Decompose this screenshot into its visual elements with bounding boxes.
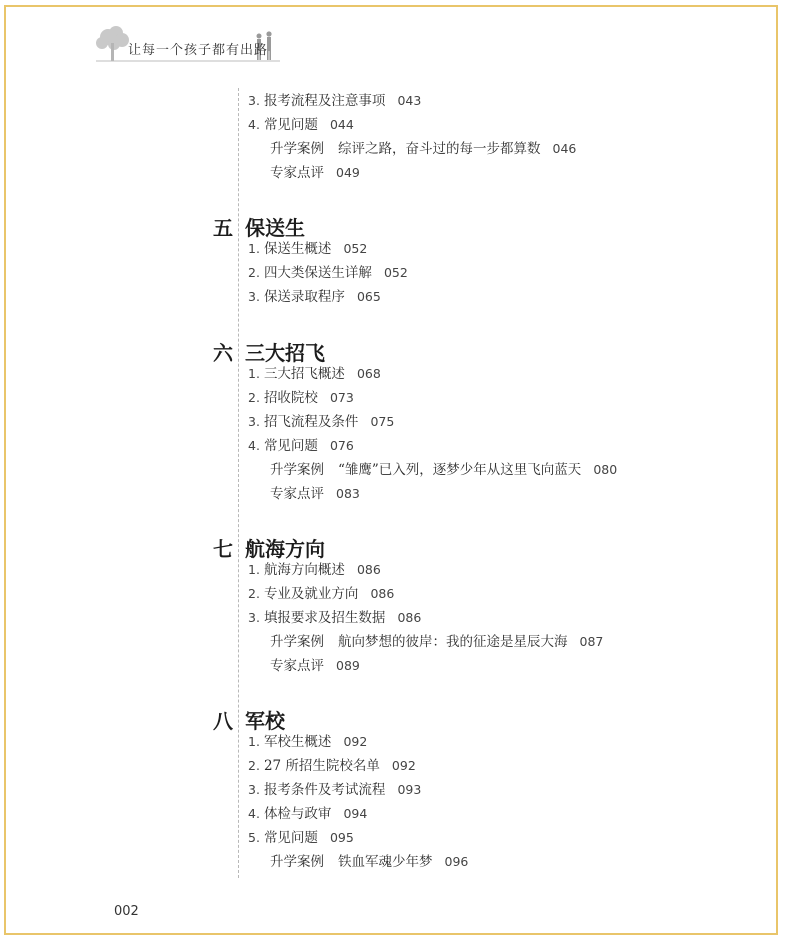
- toc-item[interactable]: [248, 117, 354, 133]
- toc-item[interactable]: [248, 93, 421, 109]
- item-number: 4.: [248, 806, 260, 821]
- item-page: 044: [329, 117, 354, 132]
- item-page: 086: [397, 610, 422, 625]
- item-page: 052: [383, 265, 408, 280]
- item-title: 填报要求及招生数据: [263, 610, 386, 626]
- item-number: 2.: [248, 586, 260, 601]
- item-tag: 升学案例: [270, 141, 324, 157]
- item-page: 043: [397, 93, 422, 108]
- header-title: 让每一个孩子都有出路: [128, 43, 269, 58]
- chapter-number: 八: [213, 709, 233, 733]
- toc-item[interactable]: [248, 241, 367, 257]
- item-title: “雏鹰”已入列，逐梦少年从这里飞向蓝天: [338, 462, 582, 478]
- item-number: 3.: [248, 93, 260, 108]
- item-number: 2.: [248, 265, 260, 280]
- item-title: 综评之路，奋斗过的每一步都算数: [338, 141, 541, 157]
- item-page: 092: [391, 758, 416, 773]
- toc-item[interactable]: [248, 586, 394, 602]
- toc-item[interactable]: [248, 610, 421, 626]
- chapter-number: 六: [213, 341, 233, 365]
- toc-item[interactable]: [270, 165, 360, 181]
- page-number: 002: [114, 904, 139, 919]
- item-title: 保送生概述: [263, 241, 332, 257]
- chapter-title: 保送生: [245, 216, 305, 240]
- item-title: 四大类保送生详解: [263, 265, 372, 281]
- item-title: 招飞流程及条件: [263, 414, 359, 430]
- chapter-title: 三大招飞: [245, 341, 325, 365]
- chapter-heading[interactable]: [213, 705, 285, 734]
- item-tag: 升学案例: [270, 462, 324, 478]
- toc-item[interactable]: [248, 806, 367, 822]
- item-page: 052: [343, 241, 368, 256]
- item-title: 体检与政审: [263, 806, 332, 822]
- item-number: 3.: [248, 610, 260, 625]
- item-number: 3.: [248, 414, 260, 429]
- item-number: 4.: [248, 438, 260, 453]
- chapter-number: 七: [213, 537, 233, 561]
- item-page: 086: [356, 562, 381, 577]
- item-number: 1.: [248, 241, 260, 256]
- item-title: 保送录取程序: [263, 289, 345, 305]
- item-title: 常见问题: [263, 117, 318, 133]
- toc-item[interactable]: [248, 438, 354, 454]
- item-page: 096: [444, 854, 469, 869]
- item-page: 094: [343, 806, 368, 821]
- toc-item[interactable]: [270, 658, 360, 674]
- item-page: 089: [336, 658, 360, 673]
- item-page: 073: [329, 390, 354, 405]
- item-tag: 升学案例: [270, 854, 324, 870]
- item-title: 专家点评: [270, 165, 324, 181]
- item-page: 080: [593, 462, 618, 477]
- item-number: 1.: [248, 562, 260, 577]
- toc-item[interactable]: [248, 265, 408, 281]
- item-number: 2.: [248, 758, 260, 773]
- item-number: 3.: [248, 289, 260, 304]
- item-page: 049: [336, 165, 360, 180]
- chapter-title: 航海方向: [245, 537, 325, 561]
- item-title: 军校生概述: [263, 734, 332, 750]
- item-page: 093: [397, 782, 422, 797]
- item-page: 095: [329, 830, 354, 845]
- item-page: 076: [329, 438, 354, 453]
- toc-item[interactable]: [248, 390, 354, 406]
- item-number: 4.: [248, 117, 260, 132]
- item-title: 专家点评: [270, 486, 324, 502]
- chapter-number: 五: [213, 216, 233, 240]
- chapter-heading[interactable]: [213, 212, 305, 241]
- toc-item[interactable]: [270, 486, 360, 502]
- toc-item[interactable]: [248, 830, 354, 846]
- chapter-heading[interactable]: [213, 337, 325, 366]
- item-number: 1.: [248, 366, 260, 381]
- item-page: 046: [552, 141, 577, 156]
- item-title: 专家点评: [270, 658, 324, 674]
- item-page: 075: [370, 414, 395, 429]
- item-title: 专业及就业方向: [263, 586, 359, 602]
- item-title: 招收院校: [263, 390, 318, 406]
- item-title: 三大招飞概述: [263, 366, 345, 382]
- toc-item[interactable]: [270, 141, 576, 157]
- toc-item[interactable]: [248, 734, 367, 750]
- item-title: 报考流程及注意事项: [263, 93, 386, 109]
- toc-item[interactable]: [248, 366, 381, 382]
- item-page: 065: [356, 289, 381, 304]
- chapter-title: 军校: [245, 709, 285, 733]
- item-title: 常见问题: [263, 438, 318, 454]
- item-number: 2.: [248, 390, 260, 405]
- toc-item[interactable]: [248, 289, 381, 305]
- item-title: 航海方向概述: [263, 562, 345, 578]
- item-tag: 升学案例: [270, 634, 324, 650]
- toc-item[interactable]: [270, 634, 603, 650]
- item-number: 3.: [248, 782, 260, 797]
- item-title: 铁血军魂少年梦: [338, 854, 433, 870]
- item-number: 1.: [248, 734, 260, 749]
- toc-item[interactable]: [248, 758, 416, 774]
- toc-item[interactable]: [248, 782, 421, 798]
- item-title: 常见问题: [263, 830, 318, 846]
- item-page: 068: [356, 366, 381, 381]
- item-title: 航向梦想的彼岸：我的征途是星辰大海: [338, 634, 568, 650]
- item-page: 086: [370, 586, 395, 601]
- item-page: 087: [579, 634, 604, 649]
- item-page: 092: [343, 734, 368, 749]
- item-title: 27 所招生院校名单: [263, 758, 380, 774]
- chapter-heading[interactable]: [213, 533, 325, 562]
- item-number: 5.: [248, 830, 260, 845]
- toc-item[interactable]: [248, 414, 394, 430]
- toc-item[interactable]: [270, 462, 617, 478]
- toc-item[interactable]: [248, 562, 381, 578]
- toc-item[interactable]: [270, 854, 468, 870]
- item-page: 083: [336, 486, 360, 501]
- item-title: 报考条件及考试流程: [263, 782, 386, 798]
